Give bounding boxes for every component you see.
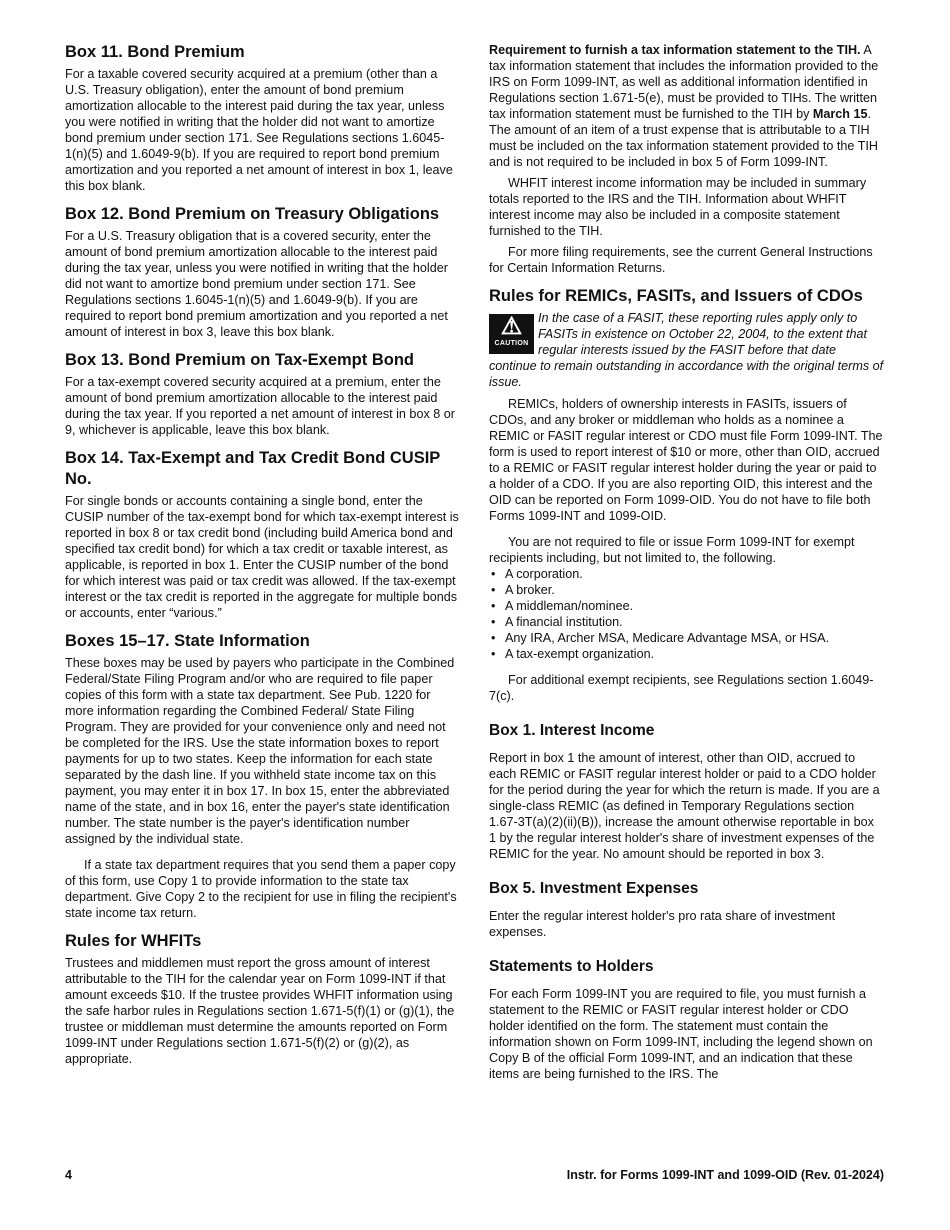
statements-text: For each Form 1099-INT you are required to file, you must furnish a statement to the REMIC or FASIT regular interest holder or CDO holder identified on the form. The statement must contain the information shown on Form 1099-INT, including the legend shown on Copy B of the official Form 1099-INT, and an indication that these items are being furnished to the IRS. The [489,987,873,1081]
box5-text: Enter the regular interest holder's pro rata share of investment expenses. [489,909,836,939]
list-item: • A financial institution. [489,614,884,630]
box13-heading: Box 13. Bond Premium on Tax-Exempt Bond [65,351,414,369]
list-item: • A middleman/nominee. [489,598,884,614]
box14-heading: Box 14. Tax-Exempt and Tax Credit Bond CUSIP No. [65,449,440,488]
box1-heading: Box 1. Interest Income [489,722,655,739]
list-item: • A tax-exempt organization. [489,646,884,662]
box11-heading: Box 11. Bond Premium [65,43,245,61]
remic-paragraph-1: REMICs, holders of ownership interests in FASITs, issuers of CDOs, and any broker or middleman who holds as a nominee a REMIC or FASIT regular interest or CDO must file Form 1099-INT. The form is used to report interest of $10 or more, other than OID, accrued to a REMIC or FASIT regular interest holder during the year or paid to a holder of a CDO. If you are also reporting OID, this interest and the OID can be reported on Form 1099-OID. You do not have to file both Forms 1099-INT and 1099-OID. [489,397,883,523]
caution-icon [489,314,534,354]
box13-text: For a tax-exempt covered security acquired at a premium, enter the amount of bond premium amortization allocable to the interest paid during the tax year. If you reported a net amount of interest in box 8 or 9, whichever is applicable, leave this box blank. [65,375,455,437]
whfit-text: Trustees and middlemen must report the gross amount of interest attributable to the TIH for the calendar year on Form 1099-INT if that amount exceeds $10. If the trustee provides WHFIT information using the safe harbor rules in Regulations section 1.671-5(f)(1) or (g)(1), the trustee or middleman must determine the amounts reported on Form 1099-INT under Regulations section 1.671-5(f)(2) or (g)(2), as appropriate. [65,956,455,1066]
list-item: • A corporation. [489,566,884,582]
tih-requirement-text-b: . The amount of an item of a trust expense that is attributable to a TIH must be included on the tax information statement provided to the TIH and is not required to be included in box 5 of Form 1099-INT. [489,107,878,169]
right-column [489,42,884,1082]
box11-text: For a taxable covered security acquired at a premium (other than a U.S. Treasury obligation), enter the amount of bond premium amortization allocable to the interest paid during the tax year, unless you were notified in writing that the holder did not want to amortize bond premium under section 171. See Regulations sections 1.6045-1(n)(5) and 1.6049-9(b). If you are required to report bond premium amortization and you reported a net amount of interest in box 1, leave this box blank. [65,67,453,193]
exempt-recipients-list [489,566,884,662]
caution-note [489,310,884,390]
tih-requirement-text-a: A tax information statement that includes the information provided to the IRS on Form 1099-INT, as well as additional information identified in Regulations section 1.671-5(e), must be provided to TIHs. The written tax information statement must be furnished to the TIH by [489,43,879,121]
filing-requirements-paragraph: For more filing requirements, see the current General Instructions for Certain Information Returns. [489,245,873,275]
warning-triangle-icon: ⚠ [500,313,523,340]
box15-text2: If a state tax department requires that you send them a paper copy of this form, use Copy 1 to provide information to the state tax department. Give Copy 2 to the recipient for use in filing the recipient's state income tax return. [65,858,457,920]
box14-text: For single bonds or accounts containing a single bond, enter the CUSIP number of the tax-exempt bond for which tax-exempt interest is reported in box 8 or tax credit bond (including build America bond and specified tax credit bond) for which a tax credit or taxable interest, as applicable, is reported in box 1. Enter the CUSIP number of the bond for which interest was paid or tax credit was allowed. If the tax-exempt interest or the tax credit is reported in the aggregate for multiple bonds or accounts, enter “various.” [65,494,459,620]
tih-requirement-lead: Requirement to furnish a tax information statement to the TIH. [489,43,861,57]
list-item: • A broker. [489,582,884,598]
box12-text: For a U.S. Treasury obligation that is a covered security, enter the amount of bond premium amortization allocable to the interest paid during the tax year, unless you were notified in writing that the holder did not want to amortize bond premium under section 171. See Regulations sections 1.6045-1(n)(5) and 1.6049-9(b). If you are required to report bond premium amortization and you reported a net amount of interest in box 3, leave this box blank. [65,229,448,339]
box12-heading: Box 12. Bond Premium on Treasury Obligations [65,205,440,223]
box5-heading: Box 5. Investment Expenses [489,880,699,897]
caution-text: In the case of a FASIT, these reporting rules apply only to FASITs in existence on October 22, 2004, to the extent that regular interests issued by the FASIT before that date continue to remain outstanding in accordance with the original terms of issue. [489,311,884,389]
whfit-heading: Rules for WHFITs [65,932,202,950]
footer-title: Instr. for Forms 1099-INT and 1099-OID (Rev. 01-2024) [566,1168,884,1182]
list-item: • Any IRA, Archer MSA, Medicare Advantage MSA, or HSA. [489,630,884,646]
remic-paragraph-2: You are not required to file or issue Form 1099-INT for exempt recipients including, but not limited to, the following. [489,535,855,565]
box1-text: Report in box 1 the amount of interest, other than OID, accrued to each REMIC or FASIT regular interest holder or paid to a CDO holder for the period during the year for which the return is made. If you are a single-class REMIC (as defined in Temporary Regulations section 1.67-3T(a)(2)(ii)(B)), increase the amount otherwise reportable in box 1 by the regular interest holder's share of investment expenses of the REMIC for the year. No amount should be reported in box 3. [489,751,880,861]
remic-paragraph-3: For additional exempt recipients, see Regulations section 1.6049-7(c). [489,673,874,703]
tih-requirement-paragraph [489,42,884,170]
remic-heading: Rules for REMICs, FASITs, and Issuers of CDOs [489,287,863,305]
box15-text1: These boxes may be used by payers who participate in the Combined Federal/State Filing Program and/or who are required to file paper copies of this form with a state tax department. See Pub. 1220 for more information regarding the Combined Federal/ State Filing Program. They are provided for your convenience only and need not be completed for the IRS. Use the state information boxes to report payments for up to two states. Keep the information for each state separated by the dash line. If you withheld state income tax on this payment, you may enter it in box 17. In box 15, enter the abbreviated name of the state, and in box 16, enter the payer's state identification number. The state number is the payer's identification number assigned by the individual state. [65,656,455,846]
box15-heading: Boxes 15–17. State Information [65,632,310,650]
caution-label: CAUTION [494,340,529,347]
tih-requirement-date: March 15 [812,107,868,121]
left-column [65,42,460,1067]
statements-heading: Statements to Holders [489,958,654,975]
whfit-income-paragraph: WHFIT interest income information may be included in summary totals reported to the IRS and the TIH. Information about WHFIT interest income may also be included in a composite statement furnished to the TIH. [489,176,867,238]
page-number: 4 [65,1168,72,1182]
